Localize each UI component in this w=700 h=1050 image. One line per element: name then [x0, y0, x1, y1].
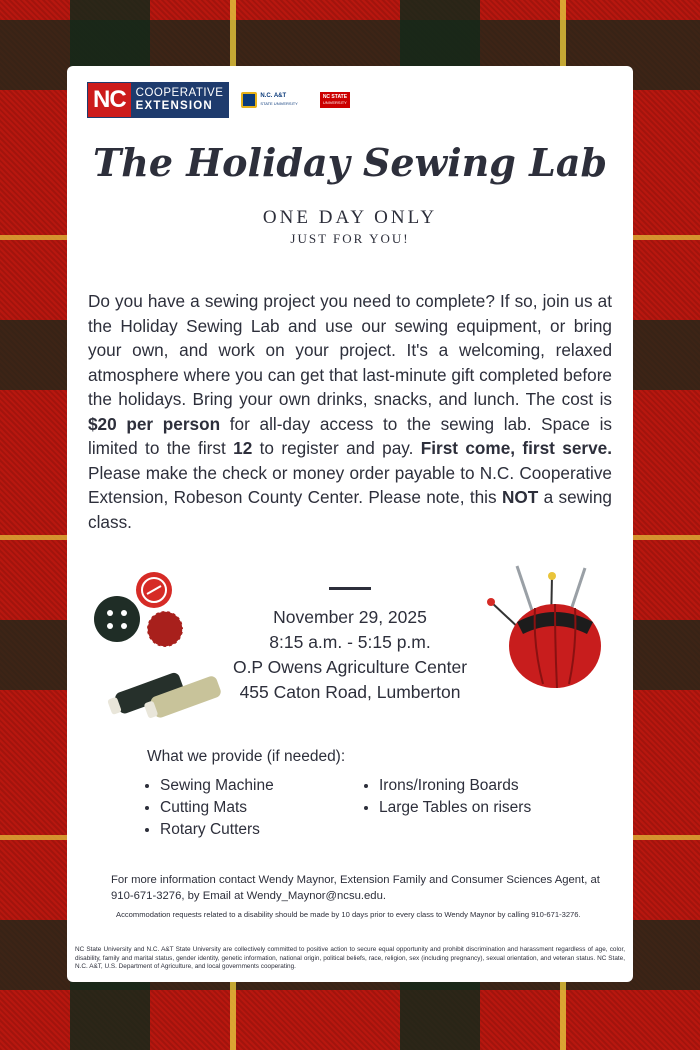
provide-list-right: [364, 775, 531, 819]
cooperative-extension-wordmark: [131, 83, 229, 117]
buttons-and-thread-icon: [87, 556, 237, 726]
list-item: Cutting Mats: [145, 797, 274, 819]
nc-cooperative-extension-logo: [87, 82, 229, 118]
body-part-5: a sewing class.: [88, 487, 612, 532]
event-venue: O.P Owens Agriculture Center: [232, 657, 468, 677]
equal-opportunity-disclaimer: NC State University and N.C. A&T State University are collectively committed to positive action to secure equal opportunity and prohibit discrimination and harassment regardless of age, color, disability, family and marital status, gender identity, genetic information, national origin, political beliefs, race, religion, sex (including pregnancy), sexual orientation, and veteran status. NC State, N.C. A&T, U.S. Department of Agriculture, and local governments cooperating.: [75, 946, 625, 970]
ncat-logo: [241, 92, 297, 108]
ncstate-sub: UNIVERSITY: [322, 100, 347, 105]
flyer-card: [67, 66, 633, 982]
accommodation-note: Accommodation requests related to a disability should be made by 10 days prior to every class to Wendy Maynor by calling 910-671-3276.: [116, 910, 581, 919]
provide-heading: What we provide (if needed):: [147, 748, 346, 765]
body-part-3: to register and pay.: [252, 438, 421, 458]
body-part-2: for all-day access to the sewing lab. Space is limited to the first: [88, 413, 612, 458]
list-item: Sewing Machine: [145, 775, 274, 797]
pincushion-icon: [477, 556, 617, 696]
nc-logo-mark: NC: [88, 83, 131, 117]
ncat-sub: STATE UNIVERSITY: [260, 101, 298, 106]
provide-list-left: [145, 775, 274, 841]
event-address: 455 Caton Road, Lumberton: [239, 682, 461, 702]
description-paragraph: [88, 289, 612, 534]
list-item: Irons/Ironing Boards: [364, 775, 531, 797]
body-part-4: Please make the check or money order payable to N.C. Cooperative Extension, Robeson County Center. Please note, this: [88, 462, 612, 507]
event-date: November 29, 2025: [273, 607, 427, 627]
page-title: The Holiday Sewing Lab: [92, 140, 608, 185]
first-come-highlight: First come, first serve.: [420, 438, 612, 458]
list-item: Large Tables on risers: [364, 797, 531, 819]
subtitle-just-for-you: JUST FOR YOU!: [290, 231, 410, 246]
event-time: 8:15 a.m. - 5:15 p.m.: [269, 632, 431, 652]
extension-text: EXTENSION: [135, 100, 213, 112]
ncat-name: N.C. A&T: [260, 93, 287, 99]
limit-highlight: 12: [233, 438, 253, 458]
logo-bar: [87, 83, 350, 117]
ncstate-name: NC STATE: [322, 94, 348, 100]
subtitle-one-day: ONE DAY ONLY: [262, 207, 438, 228]
contact-info: For more information contact Wendy Maynor, Extension Family and Consumer Sciences Agent, at 910-671-3276, by Email at Wendy_Maynor@ncsu.edu.: [111, 874, 600, 902]
list-item: Rotary Cutters: [145, 819, 274, 841]
cooperative-text: COOPERATIVE: [135, 87, 224, 99]
body-part-1: Do you have a sewing project you need to complete? If so, join us at the Holiday Sewing Lab and use our sewing equipment, or bring your own, and work on your project. It's a welcoming, relaxed atmosphere where you can get that last-minute gift completed before the holidays. Bring your own drinks, snacks, and lunch. The cost is: [88, 291, 612, 409]
ncstate-logo: [320, 92, 350, 108]
divider: [329, 587, 371, 590]
cost-highlight: $20 per person: [88, 413, 221, 434]
not-highlight: NOT: [501, 487, 539, 507]
ncat-emblem-icon: [241, 92, 257, 108]
